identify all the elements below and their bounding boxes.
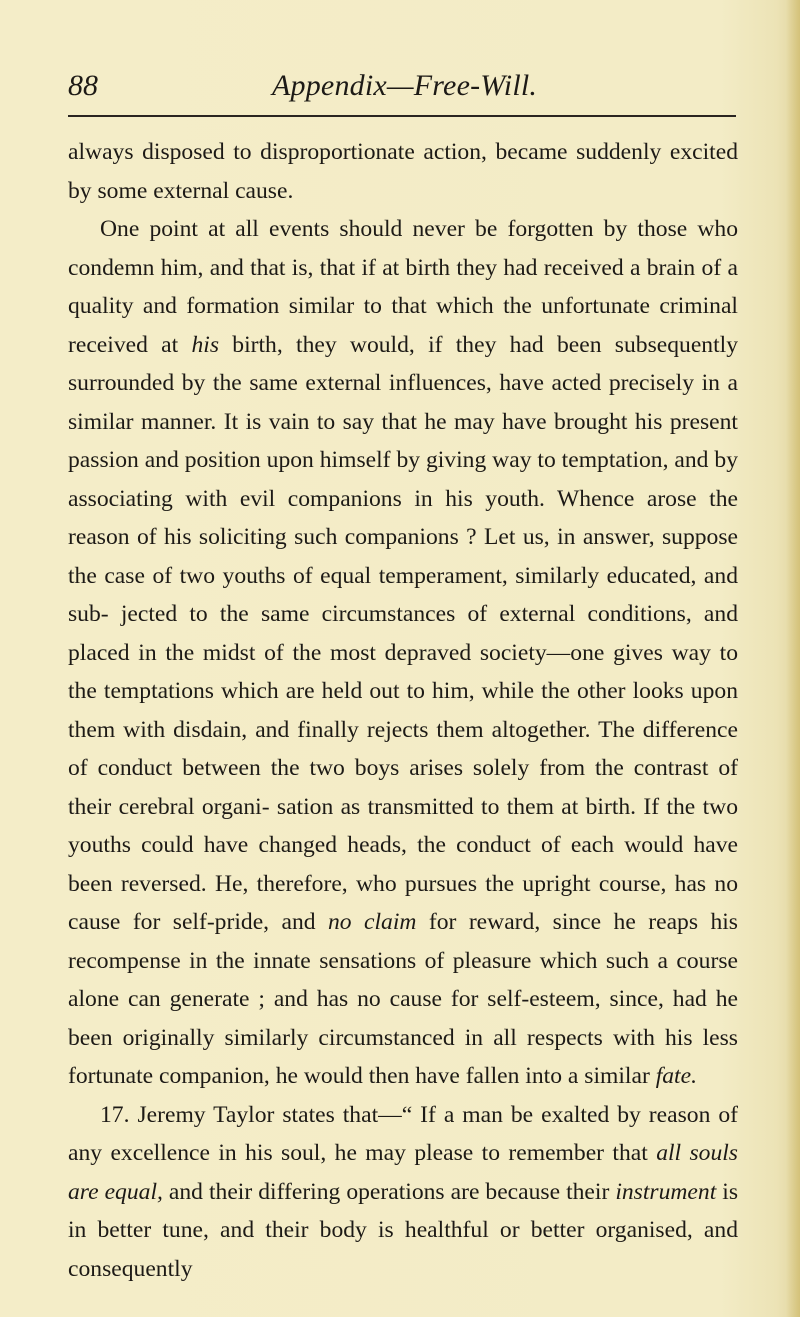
body-text: [68, 133, 738, 1288]
paragraph: [68, 210, 738, 1096]
italic-text: no claim: [328, 909, 417, 935]
text-run: for reward, since he reaps his recompense in the innate sensations of pleasure which such a course alone can generate ; and has no cause for self-esteem, since, had he been originally similarly circumstanced in all respects with his less fortunate companion, he would then have fallen into a similar: [68, 909, 738, 1089]
italic-text: his: [191, 331, 220, 358]
italic-text: fate.: [655, 1063, 697, 1089]
text-run: 17. Jeremy Taylor states that—“ If a man be exalted by reason of any excellence in his soul, he may please to remember that: [68, 1101, 738, 1166]
paragraph: [68, 1096, 738, 1289]
text-run: birth, they would, if they had been subsequently surrounded by the same external influences, have acted precisely in a similar manner. It is vain to say that he may have brought his present passion and position upon himself by giving way to temptation, and by associating with evil companions in his youth. Whence arose the reason of his soliciting such companions ? Let us, in answer, suppose the case of two youths of equal temperament, similarly educated, and sub- jected to the same circumstances of external conditions, and placed in the midst of the most depraved society—one gives way to the temptations which are held out to him, while the other looks upon them with disdain, and finally rejects them altogether. The difference of conduct between the two boys arises solely from the contrast of their cerebral organi- sation as transmitted to them at birth. If the two youths could have changed heads, the conduct of each would have been reversed. He, therefore, who pursues the upright course, has no cause for self-pride, and: [68, 331, 738, 935]
running-title: Appendix—Free-Will.: [272, 69, 538, 102]
text-run: and their differing operations are because their: [162, 1178, 616, 1205]
page-header: [68, 64, 738, 108]
page-number: 88: [68, 69, 98, 102]
text-run: always disposed to disproportionate action, became suddenly excited by some external cause.: [68, 139, 738, 204]
italic-text: all souls are equal,: [68, 1140, 738, 1205]
page-edge-shadow: [786, 0, 800, 1317]
text-run: One point at all events should never be forgotten by those who condemn him, and that is, that if at birth they had received a brain of a quality and formation similar to that which the unfortunate criminal received at: [68, 216, 738, 358]
header-rule: [68, 115, 736, 117]
paragraph: [68, 133, 738, 210]
italic-text: instrument: [615, 1178, 717, 1205]
text-run: is in better tune, and their body is healthful or better organised, and consequently: [68, 1178, 739, 1282]
